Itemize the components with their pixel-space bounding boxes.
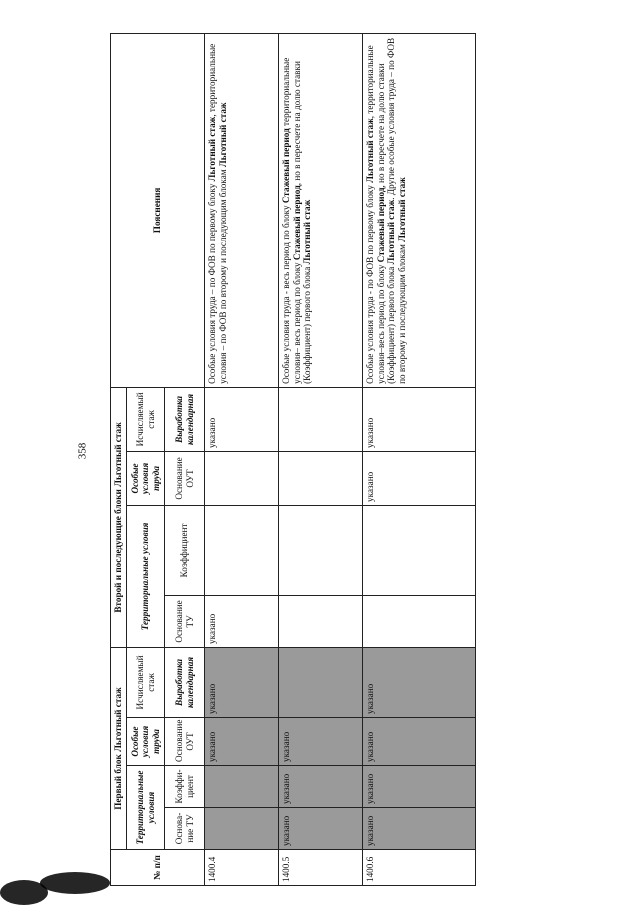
note-fragment: Льготный стаж (217, 102, 228, 168)
document-sheet (110, 34, 475, 886)
cell-b2-coef (363, 505, 476, 595)
note-fragment: Льготный стаж (365, 118, 375, 183)
row-num: 1400.6 (363, 850, 476, 886)
header-b1-special: Особые условия труда (127, 718, 165, 766)
note-fragment: Льготный стаж (302, 199, 313, 265)
row-note (363, 33, 476, 387)
header-b2-computed: Исчисляемый стаж (127, 387, 165, 451)
cell-b1-calendar: указано (205, 647, 279, 717)
cell-b2-coef (205, 505, 279, 595)
table-row (205, 33, 279, 885)
note-fragment: Льготный стаж (396, 177, 407, 242)
cell-b2-tu: указано (205, 595, 279, 647)
cell-b1-out: указано (363, 718, 476, 766)
note-fragment: , территориальные условия–весь период по блоку (365, 45, 386, 384)
note-fragment: Льготный стаж (207, 116, 217, 182)
header-notes: Пояснения (111, 33, 205, 387)
cell-b2-out (279, 451, 363, 505)
benefit-service-table (110, 33, 476, 886)
header-block2: Второй и последующие блоки Льготный стаж (111, 387, 127, 647)
row-num: 1400.4 (205, 850, 279, 886)
header-b1-computed: Исчисляемый стаж (127, 647, 165, 717)
header-b1-tu-basis: Основа-ние ТУ (165, 808, 205, 850)
cell-b1-out: указано (205, 718, 279, 766)
header-b2-tu-basis: Основание ТУ (165, 595, 205, 647)
cell-b1-calendar (279, 647, 363, 717)
note-fragment: Льготный стаж (386, 199, 397, 265)
header-num: № п/п (111, 850, 205, 886)
table-row (279, 33, 363, 885)
cell-b2-calendar: указано (205, 387, 279, 451)
header-b1-coef: Коэффи-циент (165, 766, 205, 808)
cell-b2-calendar: указано (363, 387, 476, 451)
cell-b2-coef (279, 505, 363, 595)
header-block1: Первый блок Льготный стаж (111, 647, 127, 849)
header-b2-calendar: Выработка календарная (165, 387, 205, 451)
note-fragment: . Другие особые условия труда – по ФОВ по второму и последующим блокам (386, 37, 407, 384)
cell-b1-tu (205, 808, 279, 850)
header-b2-special: Особые условия труда (127, 451, 165, 505)
header-b1-territorial: Территориальные условия (127, 766, 165, 850)
cell-b1-calendar: указано (363, 647, 476, 717)
table-row (363, 33, 476, 885)
page-number: 358 (76, 442, 89, 460)
cell-b1-coef: указано (279, 766, 363, 808)
header-b1-calendar: Выработка календарная (165, 647, 205, 717)
cell-b2-tu (279, 595, 363, 647)
rotated-table-container (110, 34, 475, 886)
scan-artifact (0, 880, 48, 905)
note-fragment: территориальные условия– весь период по блоку (281, 57, 302, 384)
note-fragment: Стажевый период (281, 128, 291, 204)
cell-b2-tu (363, 595, 476, 647)
note-fragment: Стажевый период (291, 185, 302, 261)
row-note (205, 33, 279, 387)
cell-b2-out: указано (363, 451, 476, 505)
cell-b2-out (205, 451, 279, 505)
cell-b2-calendar (279, 387, 363, 451)
cell-b1-coef: указано (363, 766, 476, 808)
cell-b1-out: указано (279, 718, 363, 766)
cell-b1-tu: указано (363, 808, 476, 850)
row-num: 1400.5 (279, 850, 363, 886)
note-fragment: Стажевый период (375, 187, 386, 263)
note-fragment: Особые условия труда - по ФОВ по первому блоку (365, 182, 375, 384)
note-fragment: , но в пересчете на долю ставки (Коэффициент) первого блока (375, 63, 397, 384)
note-fragment: Особые условия труда – по ФОВ по первому блоку (207, 181, 217, 384)
note-fragment: Особые условия труда - весь период по блоку (281, 203, 291, 384)
cell-b1-tu: указано (279, 808, 363, 850)
header-b2-out: Основание ОУТ (165, 451, 205, 505)
note-fragment: , территориальные условия – по ФОВ по второму и последующим блокам (207, 43, 228, 384)
row-note (279, 33, 363, 387)
header-b1-out: Основание ОУТ (165, 718, 205, 766)
header-b2-territorial: Территориальные условия (127, 505, 165, 647)
cell-b1-coef (205, 766, 279, 808)
header-b2-coef: Коэффициент (165, 505, 205, 595)
note-fragment: , но в пересчете на долю ставки (Коэффициент) первого блока (291, 61, 313, 384)
scan-artifact (40, 872, 110, 894)
